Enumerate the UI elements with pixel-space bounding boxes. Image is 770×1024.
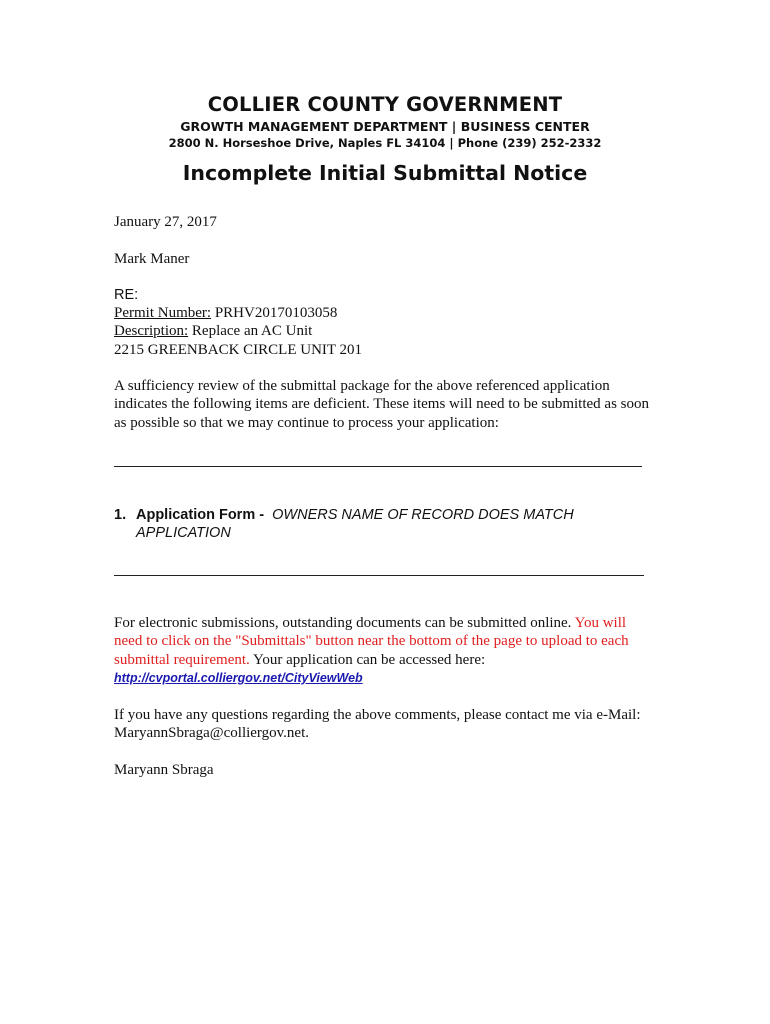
department-line: GROWTH MANAGEMENT DEPARTMENT | BUSINESS CENTER bbox=[180, 119, 590, 134]
access-text: Your application can be accessed here: bbox=[253, 652, 486, 668]
electronic-line-3 bbox=[114, 651, 485, 670]
notice-title: Incomplete Initial Submittal Notice bbox=[182, 161, 588, 185]
electronic-note: You will bbox=[574, 615, 627, 631]
permit-number-line bbox=[114, 304, 337, 323]
electronic-text: For electronic submissions, outstanding documents can be submitted online. bbox=[114, 615, 572, 631]
deficiency-comment-cont: APPLICATION bbox=[136, 525, 231, 541]
contact-email: MaryannSbraga@colliergov.net. bbox=[114, 725, 310, 741]
permit-number-value: PRHV20170103058 bbox=[214, 305, 338, 321]
recipient-name: Mark Maner bbox=[114, 251, 190, 267]
electronic-line-2: need to click on the "Submittals" button near the bottom of the page to upload to each bbox=[114, 633, 629, 649]
address-line: 2800 N. Horseshoe Drive, Naples FL 34104 | Phone (239) 252-2332 bbox=[168, 136, 602, 150]
description-value: Replace an AC Unit bbox=[191, 323, 313, 339]
divider-bottom bbox=[114, 575, 644, 576]
deficiency-comment: OWNERS NAME OF RECORD DOES MATCH bbox=[272, 507, 574, 523]
deficiency-number: 1. bbox=[114, 507, 127, 523]
re-label: RE: bbox=[114, 287, 139, 303]
contact-line-1: If you have any questions regarding the above comments, please contact me via e-Mail: bbox=[114, 707, 641, 723]
intro-line-3: as possible so that we may continue to process your application: bbox=[114, 415, 499, 431]
cityview-portal-link[interactable]: http://cvportal.colliergov.net/CityViewWeb bbox=[114, 671, 363, 685]
organization-name: COLLIER COUNTY GOVERNMENT bbox=[207, 93, 563, 116]
deficiency-label: Application Form - bbox=[136, 507, 265, 523]
signature-name: Maryann Sbraga bbox=[114, 762, 214, 778]
electronic-line-1 bbox=[114, 614, 626, 633]
divider-top bbox=[114, 466, 642, 467]
letter-date: January 27, 2017 bbox=[114, 214, 217, 230]
description-label: Description: bbox=[114, 323, 189, 339]
intro-line-2: indicates the following items are deficient. These items will need to be submitted as soon bbox=[114, 396, 650, 412]
electronic-note-end: submittal requirement. bbox=[114, 652, 250, 668]
description-line bbox=[114, 322, 312, 341]
permit-number-label: Permit Number: bbox=[114, 305, 212, 321]
intro-line-1: A sufficiency review of the submittal package for the above referenced application bbox=[114, 378, 610, 394]
property-address: 2215 GREENBACK CIRCLE UNIT 201 bbox=[114, 342, 363, 358]
